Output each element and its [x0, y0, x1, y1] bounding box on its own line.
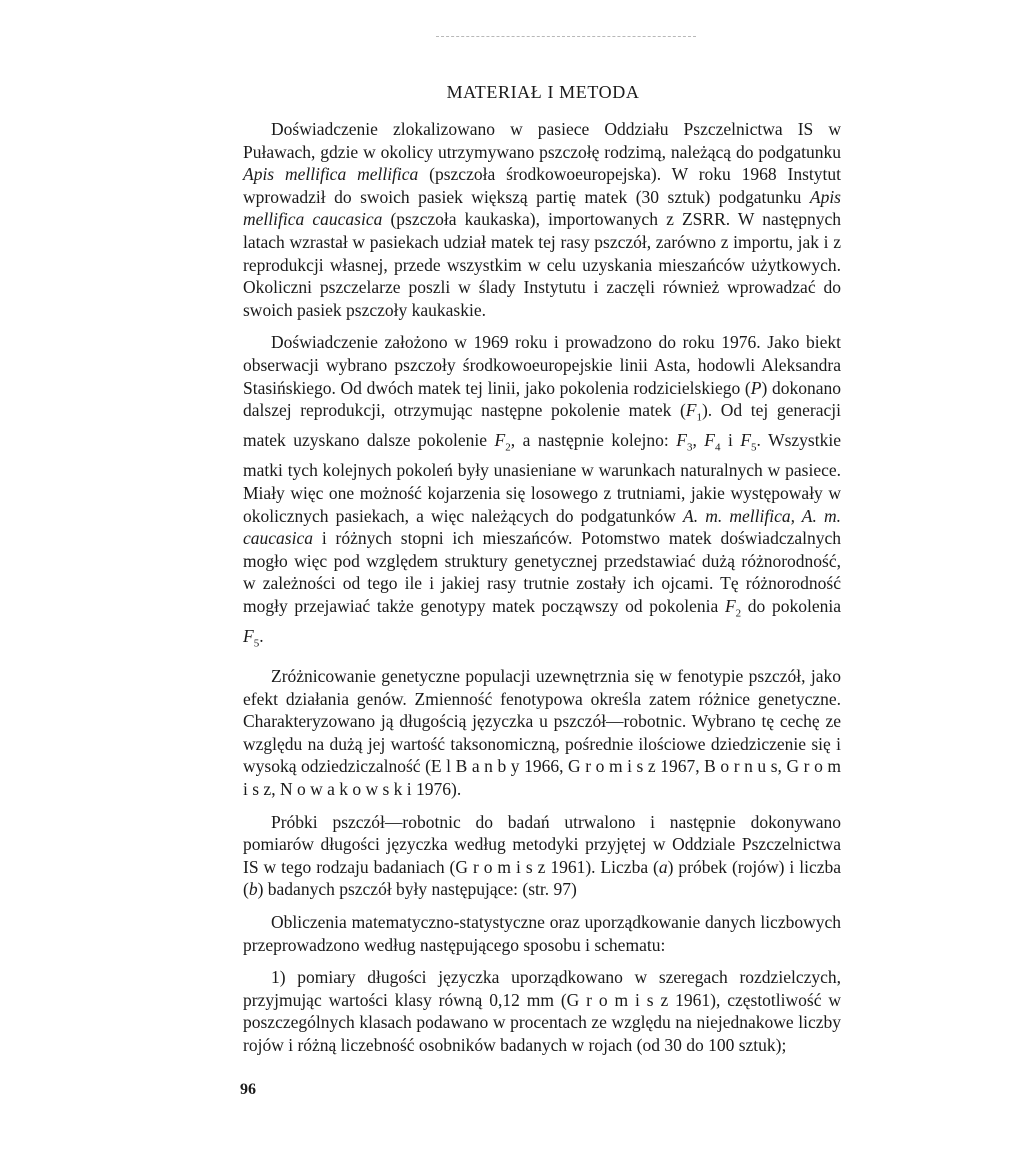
paragraph-5 [243, 911, 841, 956]
text-run: i różnych stopni ich mieszańców. Potomstwo matek doświadczalnych mogło więc pod względem struktury genetycznej przedstawiać dużą różnorodność, w zależności od tego ile i jakiej rasy trutnie zostały ich ojcami. Tę różnorodność mogły przejawiać także genotypy matek począwszy od pokolenia [243, 528, 841, 616]
subscript: 2 [735, 607, 742, 620]
text-run: . Wszystkie matki tych kolejnych pokoleń były unasieniane w warunkach naturalnych w pasiece. Miały więc one możność kojarzenia się losowego z trutniami, jakie występowały w okolicznych pasiekach, a więc należących do podgatunków [243, 430, 841, 526]
text-run: 1) pomiary długości języczka uporządkowano w szeregach rozdzielczych, przyjmując wartości klasy równą 0,12 mm (G r o m i s z 1961), częstotliwość w poszczególnych klasach podawano w procentach ze względu na niejednakowe liczby rojów i różną liczebność osobników badanych w rojach (od 30 do 100 sztuk); [243, 967, 841, 1055]
paragraph-4 [243, 811, 841, 901]
italic-term: F [676, 430, 687, 451]
subscript: 3 [686, 441, 693, 454]
text-run: (pszczoła środkowoeuropejska). W roku 1968 Instytut wprowadził do swoich pasiek większą partię matek (30 sztuk) podgatunku [243, 164, 841, 207]
text-run: do pokolenia [741, 595, 841, 616]
text-run: Obliczenia matematyczno-statystyczne oraz uporządkowanie danych liczbowych przeprowadzono według następującego sposobu i schematu: [243, 912, 841, 955]
text-run: ) dokonano dalszej reprodukcji, otrzymując następne pokolenie matek ( [243, 377, 841, 421]
text-run: , [692, 430, 705, 451]
text-run: Próbki pszczół—robotnic do badań utrwalono i następnie dokonywano pomiarów długości języczka według metodyki przyjętej w Oddziale Pszczelnictwa IS w tego rodzaju badaniach (G r o m i s z 1961). Liczba ( [243, 811, 841, 877]
body-text [243, 118, 841, 1067]
italic-term: Apis mellifica caucasica [243, 186, 841, 230]
section-heading: MATERIAŁ I METODA [446, 82, 640, 102]
text-run: ). Od tej generacji matek uzyskano dalsze pokolenie [243, 400, 841, 451]
italic-term: F [740, 430, 752, 451]
italic-term: b [248, 879, 258, 900]
paragraph-1 [243, 118, 841, 321]
italic-term: F [685, 400, 697, 421]
italic-term: F [704, 430, 715, 451]
subscript: 1 [696, 411, 702, 424]
italic-term: F [494, 430, 506, 451]
subscript: 5 [253, 637, 260, 650]
text-run: Zróżnicowanie genetyczne populacji uzewnętrznia się w fenotypie pszczół, jako efekt działania genów. Zmienność fenotypowa określa zatem różnice genetyczne. Charakteryzowano ją długością języczka u pszczół—robotnic. Wybrano tę cechę ze względu na dużą jej wartość taksonomiczną, pośrednie ilościowe dziedziczenie się i wysoką odziedziczalność (E l B a n b y 1966, G r o m i s z 1967, B o r n u s, G r o m i s z, N o w a k o w s k i 1976). [243, 666, 841, 800]
italic-term: a [658, 856, 668, 877]
text-run: . [259, 625, 264, 646]
text-run: i [720, 430, 741, 451]
italic-term: Apis mellifica mellifica [243, 164, 419, 185]
text-run: ) badanych pszczół były następujące: (str. 97) [257, 879, 577, 900]
paragraph-3 [243, 665, 841, 801]
text-run: ) próbek (rojów) i liczba ( [243, 856, 841, 900]
text-run: Doświadczenie zlokalizowano w pasiece Oddziału Pszczelnictwa IS w Puławach, gdzie w okolicy utrzymywano pszczołę rodzimą, należącą do podgatunku [243, 119, 841, 162]
text-run: , a następnie kolejno: [510, 430, 677, 451]
italic-term: A. m. mellifica, A. m. caucasica [243, 505, 841, 549]
list-item-1 [243, 966, 841, 1056]
italic-term: F [724, 595, 736, 616]
text-run: (pszczoła kaukaska), importowanych z ZSRR. W następnych latach wzrastał w pasiekach udział matek tej rasy pszczół, zarówno z importu, jak i z reprodukcji własnej, przede wszystkim w celu uzyskania mieszańców użytkowych. Okoliczni pszczelarze poszli w ślady Instytutu i zaczęli również wprowadzać do swoich pasiek pszczoły kaukaskie. [243, 209, 841, 320]
scan-artifact-line [436, 36, 696, 37]
subscript: 4 [715, 441, 721, 454]
paragraph-2 [243, 331, 841, 655]
text-run: Doświadczenie założono w 1969 roku i prowadzono do roku 1976. Jako biekt obserwacji wybrano pszczoły środkowoeuropejskie linii Asta, hodowli Aleksandra Stasińskiego. Od dwóch matek tej linii, jako pokolenia rodzicielskiego ( [243, 332, 841, 398]
subscript: 5 [751, 441, 757, 454]
page-number: 96 [240, 1081, 256, 1098]
italic-term: P [750, 377, 762, 398]
subscript: 2 [505, 441, 511, 454]
italic-term: F [243, 625, 254, 646]
